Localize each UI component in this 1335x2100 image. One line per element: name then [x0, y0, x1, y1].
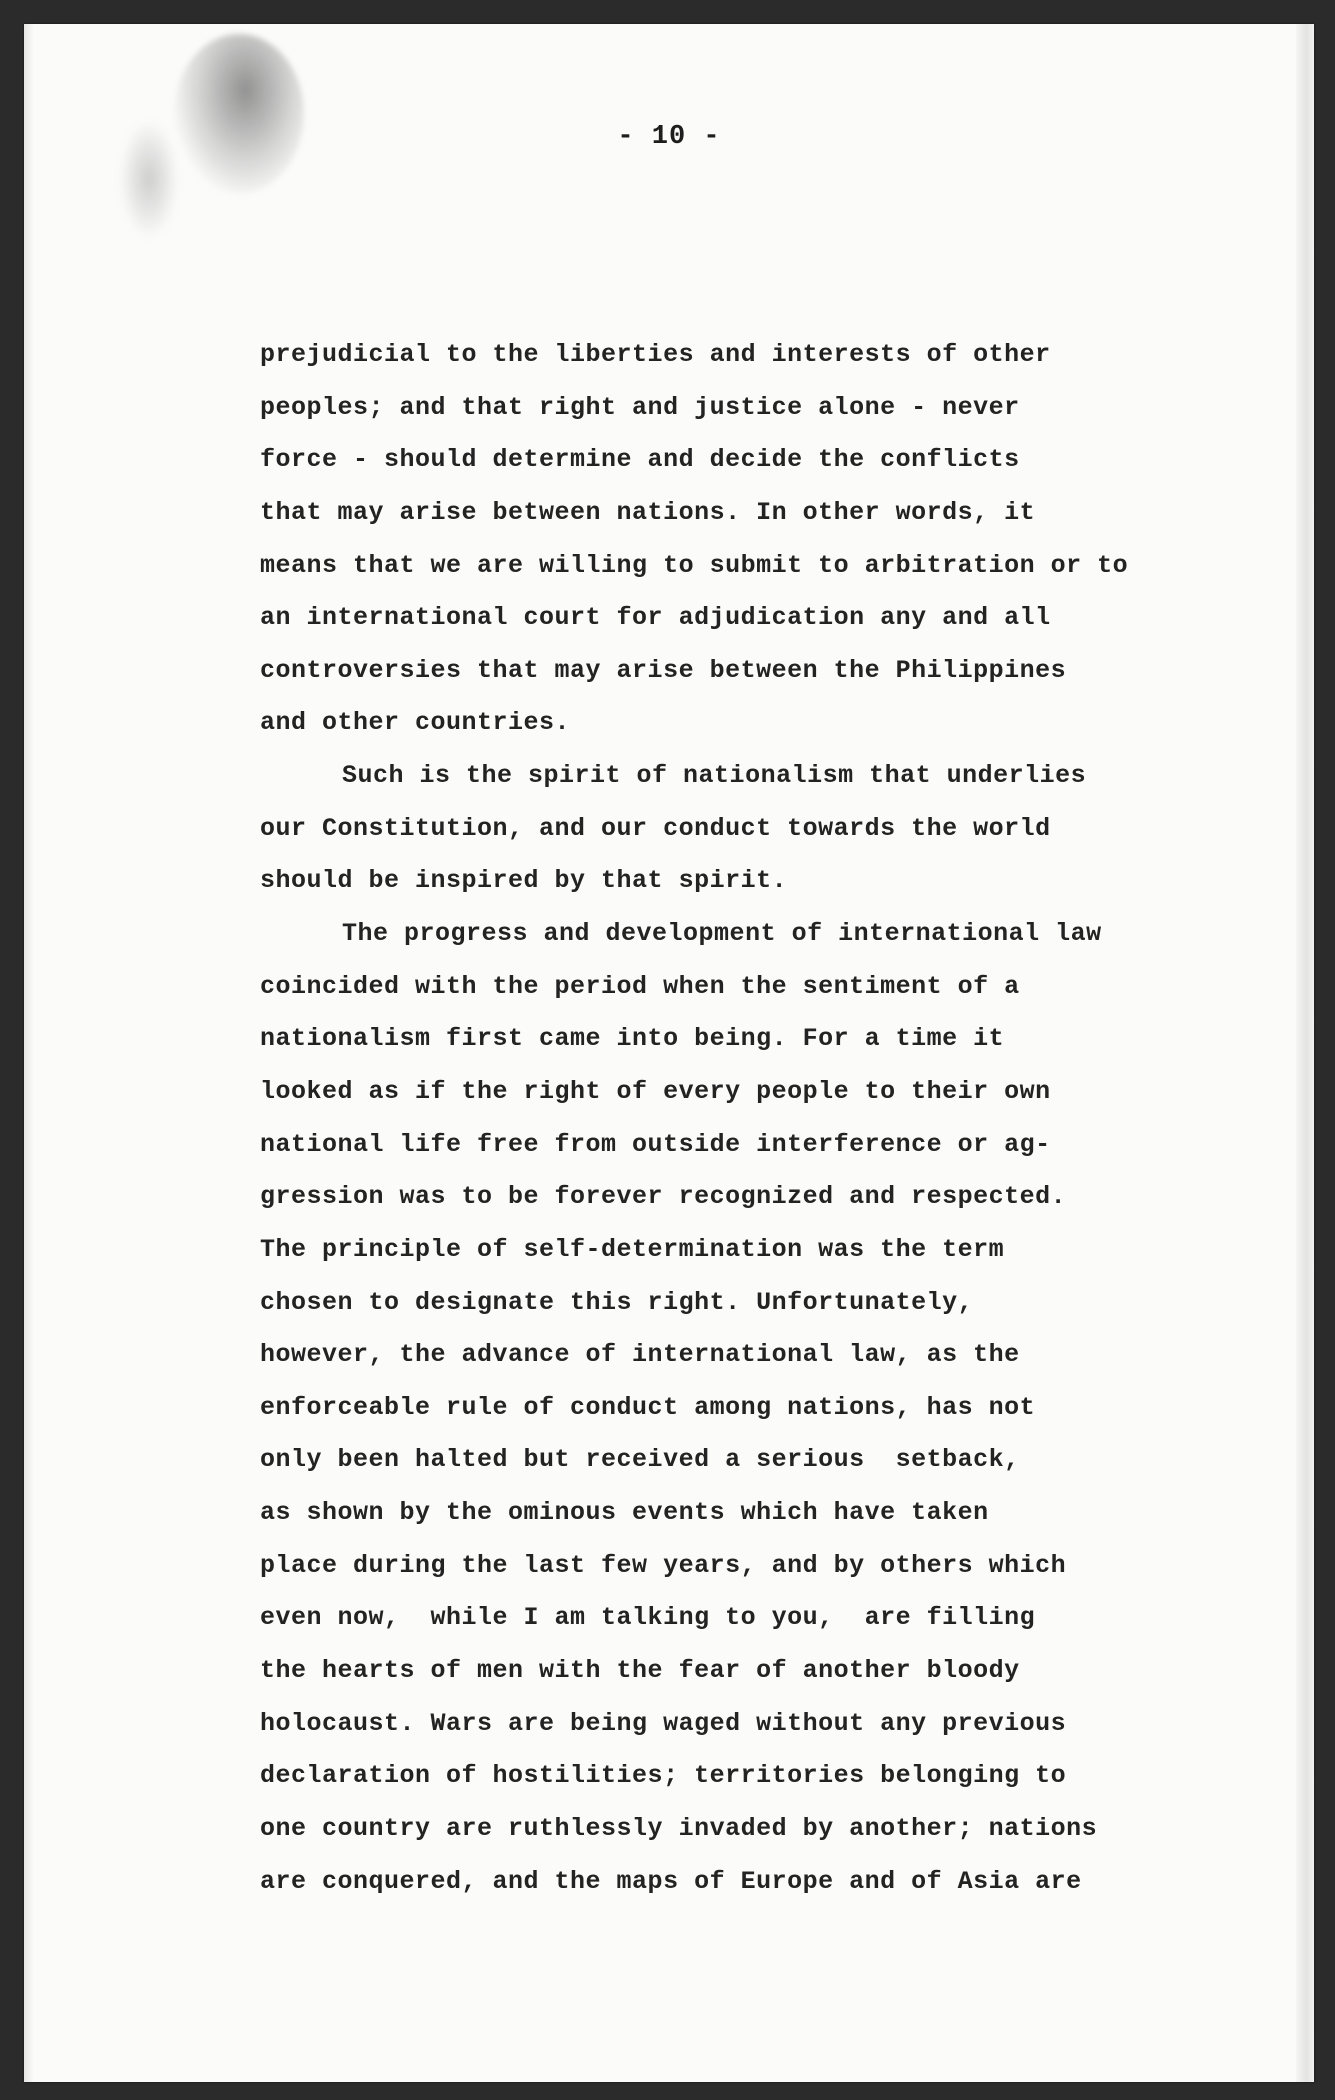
text-line: force - should determine and decide the conflicts — [260, 445, 1020, 475]
text-line: place during the last few years, and by others which — [260, 1550, 1067, 1580]
text-line: even now, while I am talking to you, are filling — [260, 1603, 1036, 1633]
text-line: however, the advance of international law, as the — [260, 1340, 1020, 1370]
paragraph-first-line: Such is the spirit of nationalism that underlies — [342, 761, 1087, 791]
text-line: chosen to designate this right. Unfortunately, — [260, 1287, 974, 1317]
paper-left-edge — [24, 24, 34, 2082]
body-text — [260, 329, 1200, 1908]
text-line: as shown by the ominous events which have taken — [260, 1498, 989, 1528]
text-line: should be inspired by that spirit. — [260, 866, 788, 896]
text-line: holocaust. Wars are being waged without any previous — [260, 1708, 1067, 1738]
text-line: one country are ruthlessly invaded by another; nations — [260, 1813, 1098, 1843]
ink-smudge — [174, 34, 304, 194]
text-line: and other countries. — [260, 708, 571, 738]
text-line: that may arise between nations. In other words, it — [260, 497, 1036, 527]
text-line: our Constitution, and our conduct towards the world — [260, 813, 1051, 843]
text-line: are conquered, and the maps of Europe and of Asia are — [260, 1866, 1082, 1896]
text-line: The principle of self-determination was the term — [260, 1234, 1005, 1264]
text-line: peoples; and that right and justice alone - never — [260, 392, 1020, 422]
text-line: the hearts of men with the fear of another bloody — [260, 1656, 1020, 1686]
text-line: gression was to be forever recognized and respected. — [260, 1182, 1067, 1212]
text-line: prejudicial to the liberties and interests of other — [260, 340, 1051, 369]
text-line: declaration of hostilities; territories belonging to — [260, 1761, 1067, 1791]
text-line: coincided with the period when the sentiment of a — [260, 971, 1020, 1001]
text-line: controversies that may arise between the Philippines — [260, 655, 1067, 685]
text-line: means that we are willing to submit to arbitration or to — [260, 550, 1129, 580]
text-line: an international court for adjudication any and all — [260, 603, 1051, 633]
text-line: enforceable rule of conduct among nations, has not — [260, 1392, 1036, 1422]
text-line: nationalism first came into being. For a time it — [260, 1024, 1005, 1054]
paper-right-edge — [1296, 24, 1314, 2082]
document-page — [24, 24, 1314, 2082]
text-line: national life free from outside interference or ag- — [260, 1129, 1051, 1159]
text-line: looked as if the right of every people to their own — [260, 1076, 1051, 1106]
paragraph-first-line: The progress and development of international law — [342, 919, 1102, 949]
text-line: only been halted but received a serious setback, — [260, 1445, 1020, 1475]
page-number: - 10 - — [617, 122, 721, 152]
